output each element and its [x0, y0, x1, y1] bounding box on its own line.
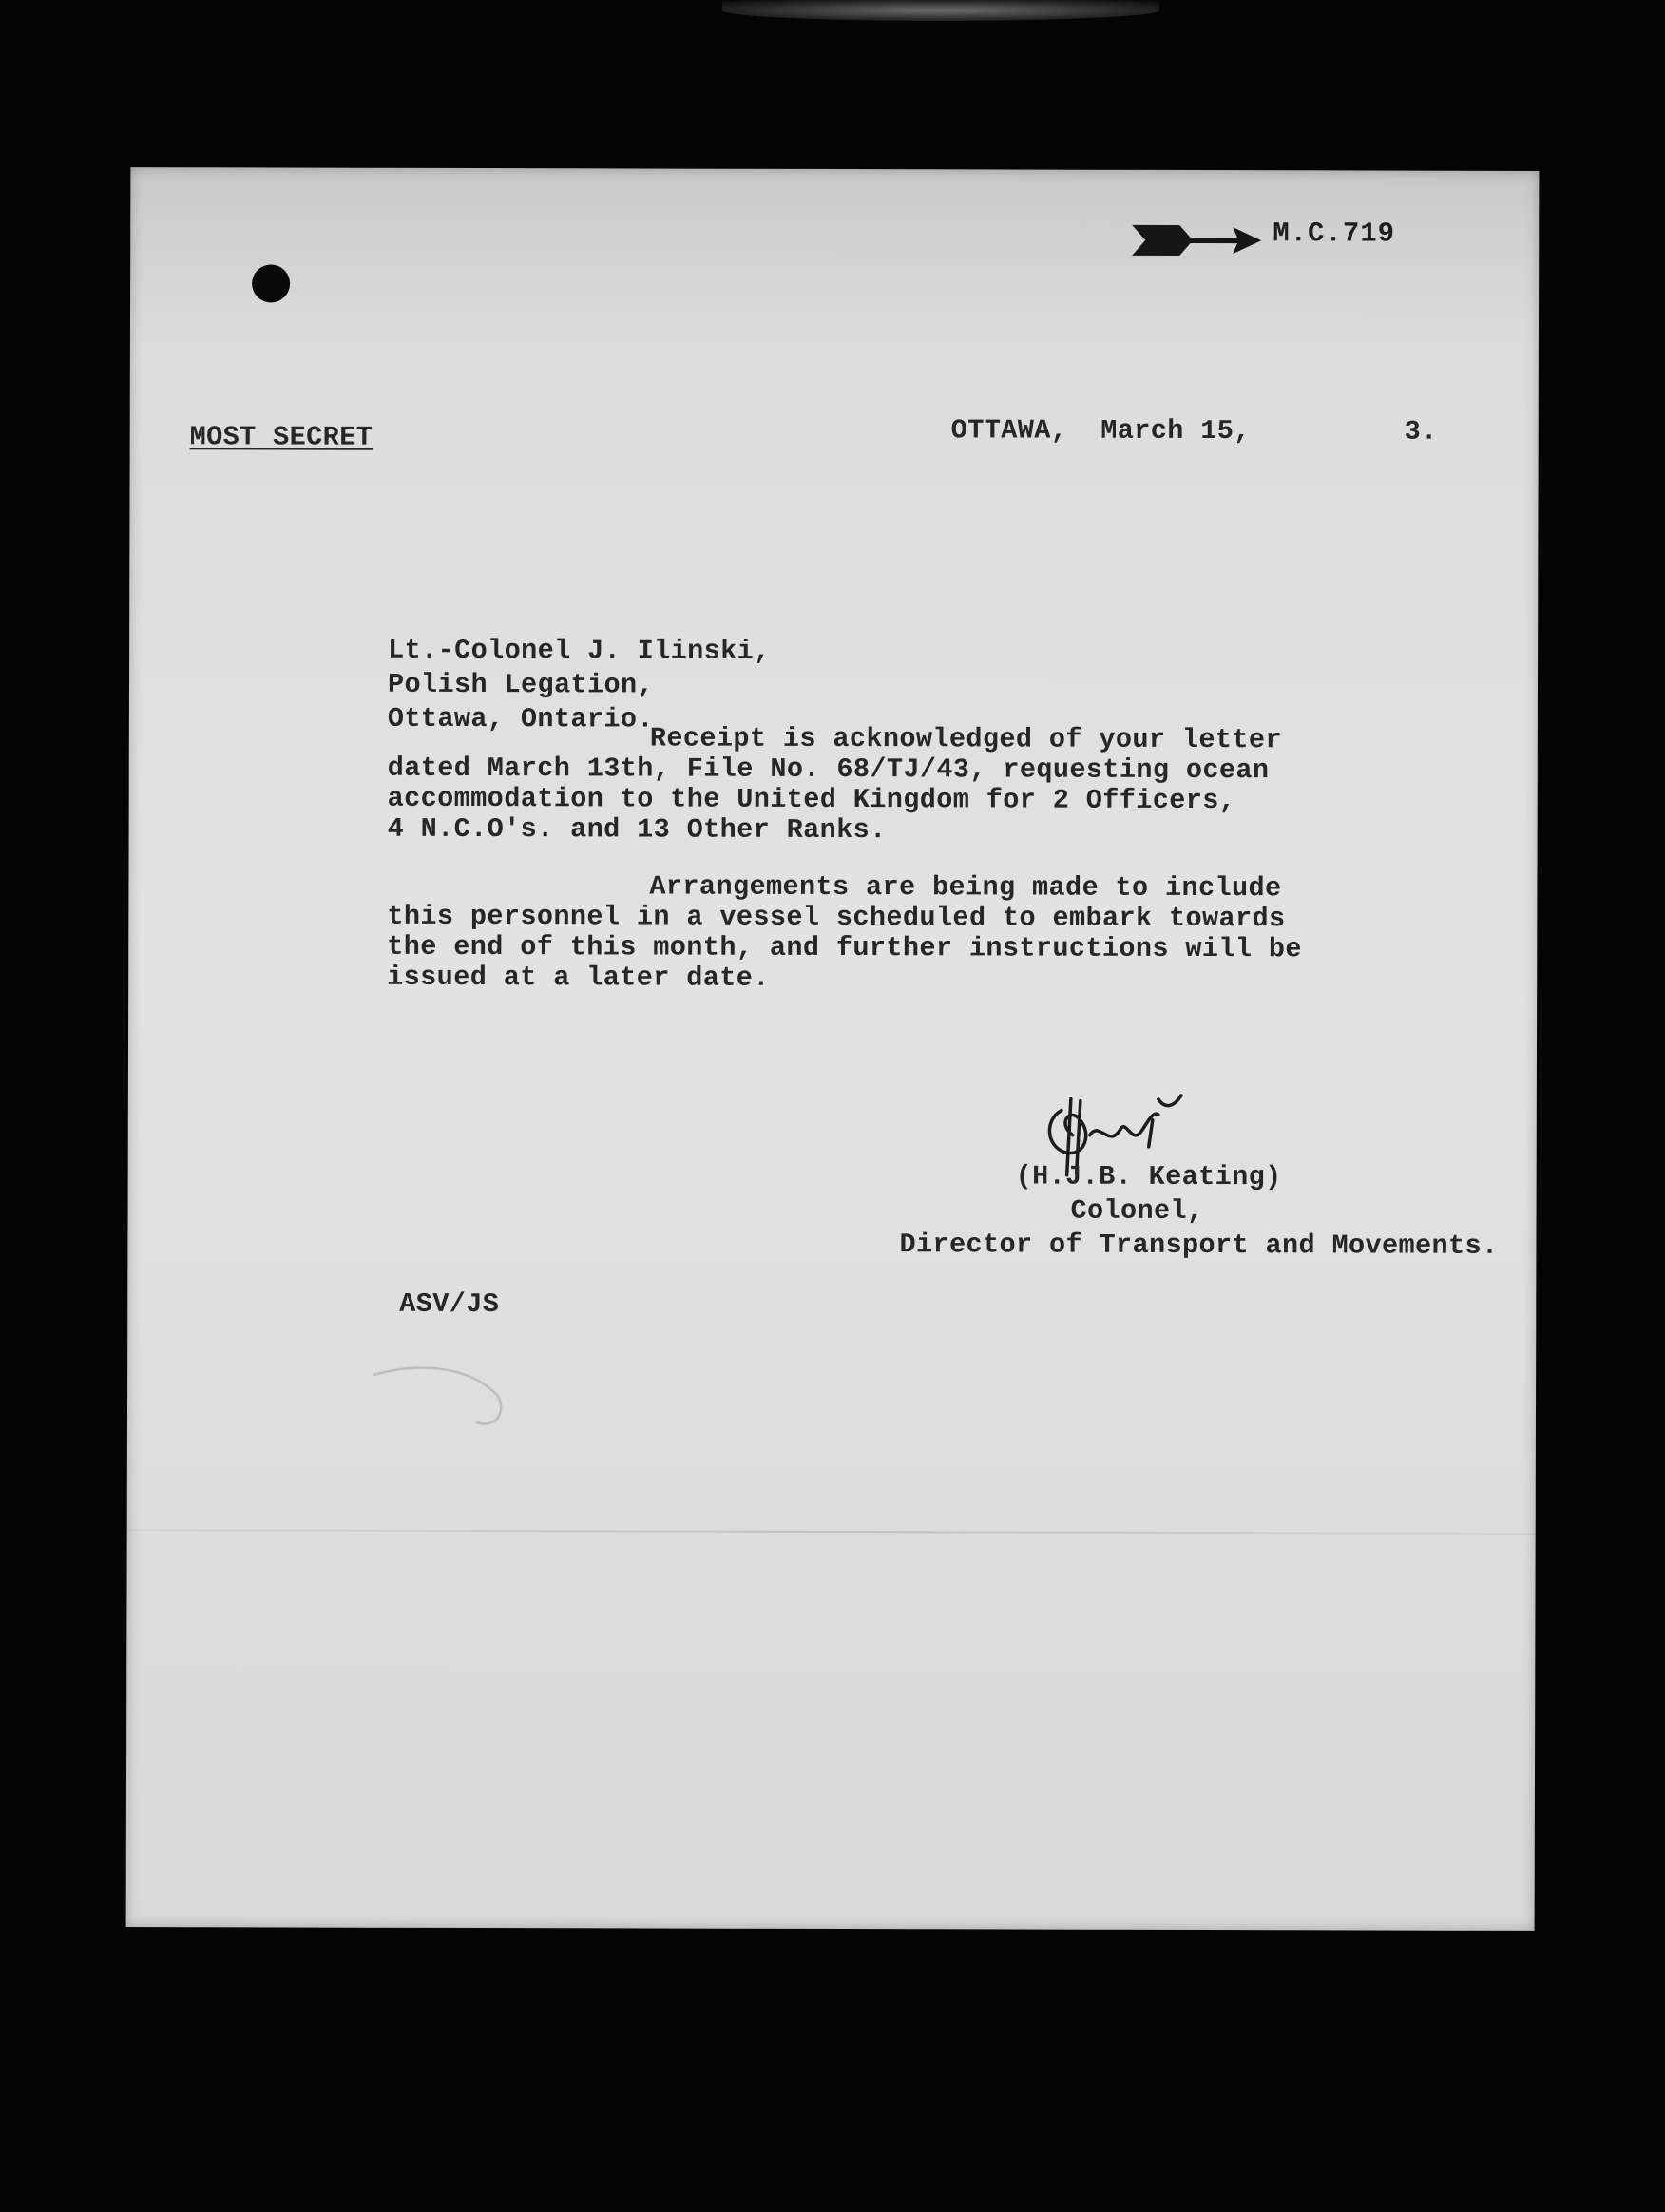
- paragraph-line: Receipt is acknowledged of your letter: [649, 722, 1283, 756]
- reference-number: M.C.719: [1273, 218, 1396, 250]
- paragraph-line: the end of this month, and further instructions will be: [387, 930, 1302, 965]
- addressee-line: Lt.-Colonel J. Ilinski,: [388, 634, 771, 667]
- signatory-rank: Colonel,: [1070, 1194, 1204, 1228]
- paragraph-line: issued at a later date.: [387, 961, 770, 994]
- scan-shadow: [722, 0, 1159, 21]
- reference-initials: ASV/JS: [399, 1287, 500, 1321]
- place-and-date: OTTAWA, March 15,: [950, 414, 1251, 448]
- addressee-block: [388, 634, 771, 737]
- arrow-stamp-icon: [1130, 219, 1263, 261]
- security-classification: MOST SECRET: [189, 421, 373, 453]
- paragraph-line: 4 N.C.O's. and 13 Other Ranks.: [387, 812, 887, 847]
- paragraph-line: Arrangements are being made to include: [649, 870, 1282, 905]
- paragraph-line: accommodation to the United Kingdom for 2 Officers,: [387, 782, 1236, 817]
- paragraph-line: this personnel in a vessel scheduled to embark towards: [387, 900, 1286, 935]
- addressee-line: Polish Legation,: [387, 668, 655, 701]
- letter-page: [126, 167, 1540, 1931]
- signatory-title: Director of Transport and Movements.: [899, 1229, 1499, 1262]
- reference-stamp: [1130, 218, 1415, 266]
- pencil-mark: [365, 1356, 574, 1442]
- addressee-line: Ottawa, Ontario.: [387, 702, 654, 735]
- fold-line: [127, 1529, 1536, 1535]
- punch-hole: [252, 264, 290, 302]
- signatory-name: (H.J.B. Keating): [1015, 1160, 1282, 1193]
- page-number: 3.: [1404, 415, 1438, 448]
- paragraph-line: dated March 13th, File No. 68/TJ/43, requesting ocean: [387, 752, 1270, 787]
